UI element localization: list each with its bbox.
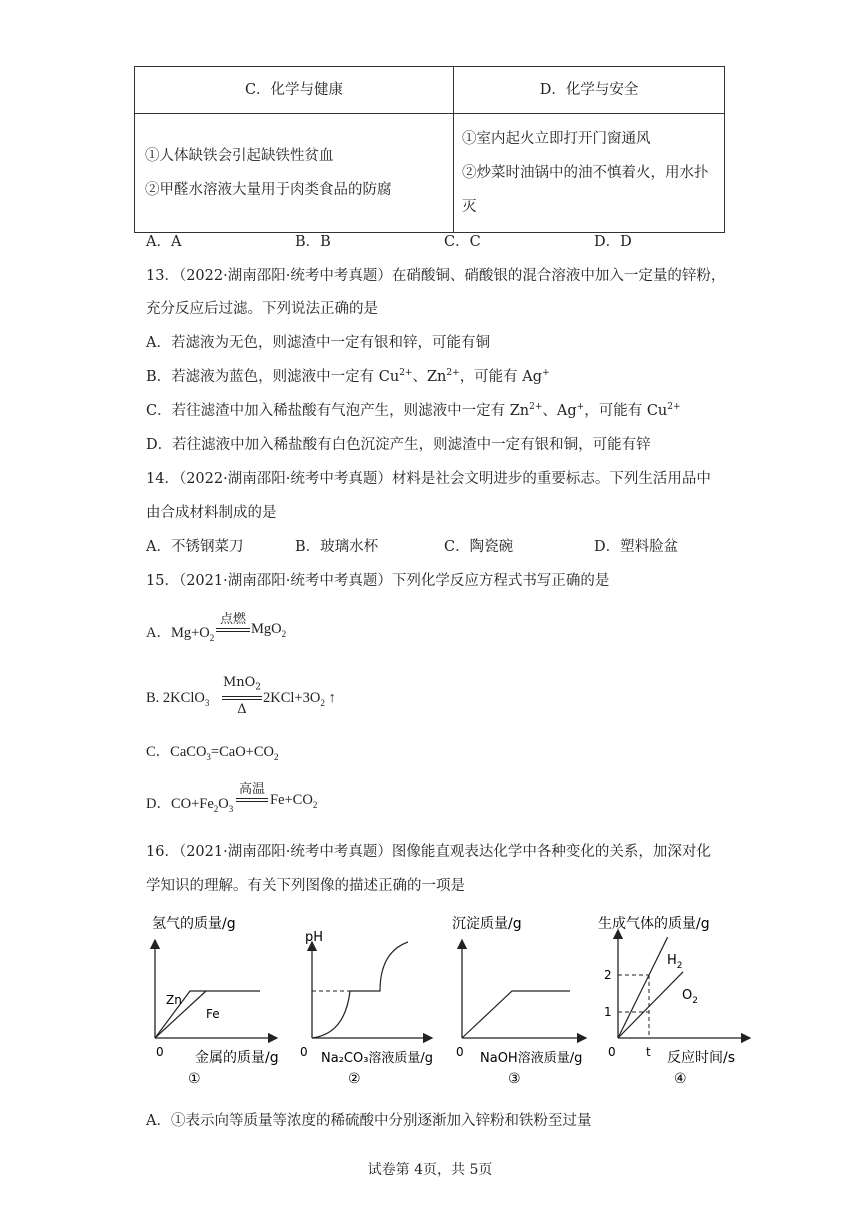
- graph-2-ph-curve: [312, 942, 408, 1038]
- table-cell-c: [135, 114, 454, 233]
- q13-option-a: A．若滤液为无色，则滤渣中一定有银和锌，可能有铜: [146, 335, 490, 351]
- q13-stem-line1: 13．（2022·湖南邵阳·统考中考真题）在硝酸铜、硝酸银的混合溶液中加入一定量的锌粉，: [146, 268, 726, 284]
- q15-b-condition-bottom: Δ: [237, 702, 247, 717]
- c-item-1: ①人体缺铁会引起缺铁性贫血: [145, 148, 334, 164]
- graph-2-number: ②: [348, 1071, 361, 1087]
- q12-option-b: B．B: [295, 234, 331, 250]
- q12-option-d: D．D: [594, 234, 632, 250]
- q16-option-a: A．①表示向等质量等浓度的稀硫酸中分别逐渐加入锌粉和铁粉至过量: [146, 1113, 592, 1129]
- graph-4-origin: 0: [608, 1045, 616, 1059]
- graph-3-ylabel: 沉淀质量/g: [452, 916, 522, 932]
- q15-option-c: C．$CaCO_3=CaO+CO_2$: [146, 744, 279, 762]
- graph-4-ytick-2: 2: [604, 968, 612, 982]
- q14-option-d: D．塑料脸盆: [594, 539, 679, 555]
- q14-option-c: C．陶瓷碗: [444, 539, 514, 555]
- graph-4-xtick-t: t: [646, 1045, 651, 1059]
- graph-3-precipitate-line: [462, 991, 570, 1038]
- q15-a-double-line: [216, 628, 250, 632]
- graph-4-xlabel: 反应时间/s: [667, 1050, 736, 1066]
- graph-4-ytick-1: 1: [604, 1005, 612, 1019]
- graph-4-o2-line: [618, 972, 683, 1038]
- graph-4-o2-label: $O_2$: [682, 988, 698, 1006]
- q12-option-a: A．A: [146, 234, 182, 250]
- graph-1-ylabel: 氢气的质量/g: [152, 916, 236, 932]
- q15-stem: 15．（2021·湖南邵阳·统考中考真题）下列化学反应方程式书写正确的是: [146, 573, 610, 589]
- q15-b-double-line: [222, 696, 262, 700]
- q15-d-product: $Fe+CO_2$: [270, 792, 318, 810]
- q16-graphs: [140, 906, 800, 1106]
- table-header-c: C．化学与健康: [135, 67, 454, 114]
- q15-a-product: MgO$_2$: [251, 621, 287, 639]
- graph-2-origin: 0: [300, 1045, 308, 1059]
- graph-3-xlabel: NaOH溶液质量/g: [480, 1051, 583, 1066]
- graph-4: [598, 915, 750, 1087]
- graph-1-origin: 0: [156, 1045, 164, 1059]
- q13-stem-line2: 充分反应后过滤。下列说法正确的是: [146, 301, 378, 317]
- graph-3-number: ③: [508, 1071, 521, 1087]
- q15-option-b: B. 2KClO$_3$: [146, 690, 210, 708]
- options-table: [134, 66, 725, 233]
- q15-d-condition: 高温: [238, 782, 265, 797]
- table-cell-d: [454, 114, 725, 233]
- graph-3-origin: 0: [456, 1045, 464, 1059]
- q14-option-a: A．不锈钢菜刀: [146, 539, 244, 555]
- d-item-3: 灭: [462, 199, 477, 215]
- q12-option-c: C．C: [444, 234, 481, 250]
- graph-3: [452, 916, 586, 1087]
- graph-2: [300, 930, 433, 1087]
- graph-4-h2-label: $H_2$: [667, 953, 683, 971]
- c-item-2: ②甲醛水溶液大量用于肉类食品的防腐: [145, 182, 392, 198]
- q15-d-double-line: [236, 798, 268, 802]
- graph-1-fe-label: Fe: [206, 1007, 220, 1021]
- d-item-1: ①室内起火立即打开门窗通风: [462, 131, 651, 147]
- graph-4-h2-line: [618, 937, 668, 1038]
- q15-b-product: $2KCl+3O_2$ ↑: [263, 690, 336, 708]
- q15-b-condition-top: MnO$_2$: [222, 675, 262, 693]
- q15-option-a: A．$Mg+O_2$: [146, 625, 215, 643]
- graph-1: [152, 916, 279, 1087]
- table-header-d: D．化学与安全: [454, 67, 725, 114]
- q16-stem-line2: 学知识的理解。有关下列图像的描述正确的一项是: [146, 878, 465, 894]
- graph-1-xlabel: 金属的质量/g: [195, 1050, 279, 1066]
- q14-stem-line2: 由合成材料制成的是: [146, 505, 277, 521]
- q15-a-condition: 点燃: [219, 612, 246, 627]
- graph-2-xlabel: Na₂CO₃溶液质量/g: [321, 1051, 434, 1066]
- q13-option-c: C．若往滤渣中加入稀盐酸有气泡产生，则滤液中一定有 $Zn^{2+}$、Ag+，可能有 $Cu^{2+}$: [146, 402, 681, 419]
- d-item-2: ②炒菜时油锅中的油不慎着火，用水扑: [462, 165, 709, 181]
- q15-option-d: D．$CO+Fe_2O_3$: [146, 796, 234, 814]
- page-footer: 试卷第 4页，共 5页: [367, 1162, 493, 1178]
- graph-2-ylabel: pH: [305, 930, 324, 945]
- graph-1-number: ①: [188, 1071, 201, 1087]
- graph-4-number: ④: [674, 1071, 687, 1087]
- q14-stem-line1: 14．（2022·湖南邵阳·统考中考真题）材料是社会文明进步的重要标志。下列生活用品中: [146, 471, 711, 487]
- q14-option-b: B．玻璃水杯: [295, 539, 379, 555]
- graph-1-zn-label: Zn: [166, 993, 182, 1007]
- q13-option-d: D．若往滤液中加入稀盐酸有白色沉淀产生，则滤渣中一定有银和铜，可能有锌: [146, 437, 651, 453]
- q13-option-b: B．若滤液为蓝色，则滤液中一定有 $Cu^{2+}$、$Zn^{2+}$，可能有 Ag+: [146, 368, 550, 385]
- q16-stem-line1: 16．（2021·湖南邵阳·统考中考真题）图像能直观表达化学中各种变化的关系，加深对化: [146, 844, 711, 860]
- graph-4-ylabel: 生成气体的质量/g: [598, 916, 710, 932]
